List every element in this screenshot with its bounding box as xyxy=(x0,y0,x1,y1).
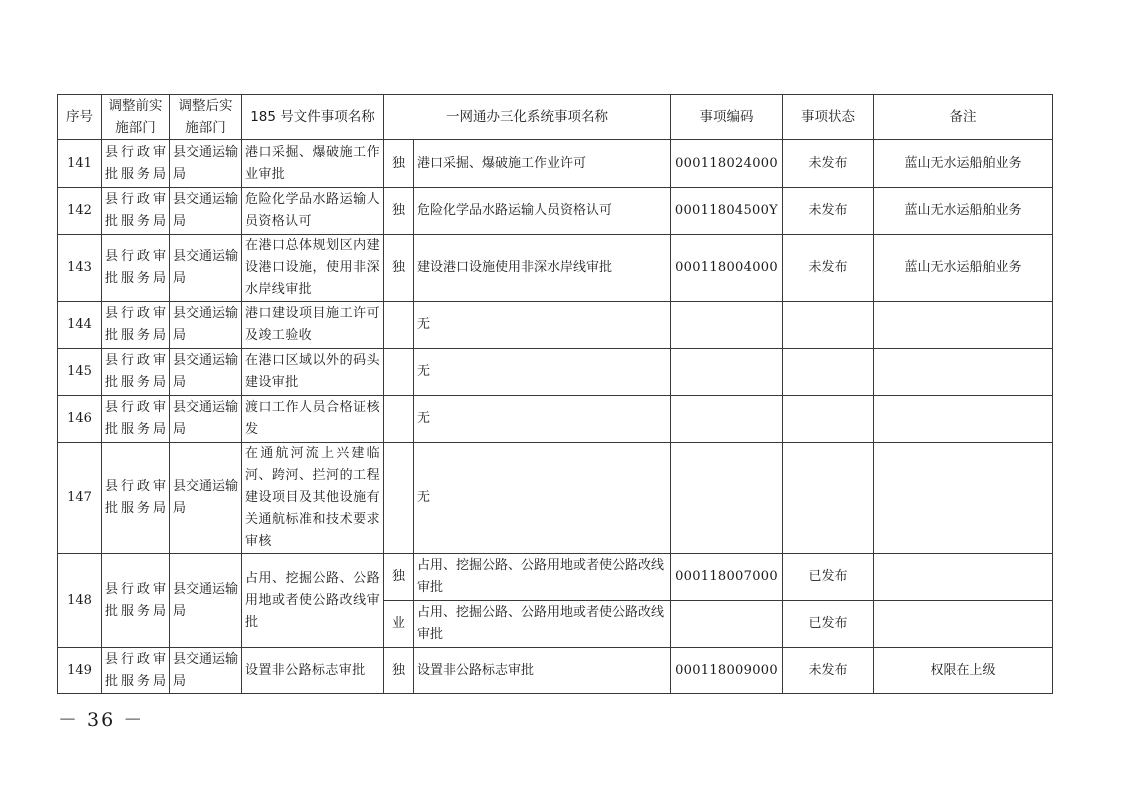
cell-status: 未发布 xyxy=(783,235,874,302)
cell-remark: 蓝山无水运船舶业务 xyxy=(874,235,1053,302)
cell-dept-before: 县行政审批服务局 xyxy=(102,140,170,188)
cell-remark xyxy=(874,554,1053,601)
cell-remark: 蓝山无水运船舶业务 xyxy=(874,188,1053,235)
header-status: 事项状态 xyxy=(783,95,874,140)
header-dept-after: 调整后实施部门 xyxy=(170,95,242,140)
cell-doc185-name: 渡口工作人员合格证核发 xyxy=(242,396,384,443)
cell-dept-after: 县交通运输局 xyxy=(170,188,242,235)
header-doc185-name: 185 号文件事项名称 xyxy=(242,95,384,140)
cell-remark: 权限在上级 xyxy=(874,648,1053,694)
cell-remark xyxy=(874,396,1053,443)
table-row xyxy=(58,302,1053,349)
cell-code xyxy=(671,349,783,396)
cell-doc185-name: 设置非公路标志审批 xyxy=(242,648,384,694)
cell-seq: 146 xyxy=(58,396,102,443)
header-dept-before: 调整前实施部门 xyxy=(102,95,170,140)
cell-mark: 独 xyxy=(384,235,414,302)
cell-status: 未发布 xyxy=(783,140,874,188)
cell-dept-before: 县行政审批服务局 xyxy=(102,396,170,443)
cell-dept-after: 县交通运输局 xyxy=(170,235,242,302)
cell-dept-after: 县交通运输局 xyxy=(170,443,242,554)
cell-mark xyxy=(384,302,414,349)
cell-mark: 独 xyxy=(384,648,414,694)
cell-doc185-name: 在港口总体规划区内建设港口设施，使用非深水岸线审批 xyxy=(242,235,384,302)
cell-mark xyxy=(384,443,414,554)
cell-system-name: 无 xyxy=(414,443,671,554)
cell-dept-after: 县交通运输局 xyxy=(170,302,242,349)
cell-seq: 145 xyxy=(58,349,102,396)
cell-mark xyxy=(384,396,414,443)
cell-system-name: 无 xyxy=(414,396,671,443)
cell-remark xyxy=(874,601,1053,648)
cell-dept-before: 县行政审批服务局 xyxy=(102,443,170,554)
cell-doc185-name: 在通航河流上兴建临河、跨河、拦河的工程建设项目及其他设施有关通航标准和技术要求审核 xyxy=(242,443,384,554)
cell-dept-before: 县行政审批服务局 xyxy=(102,349,170,396)
table-row xyxy=(58,140,1053,188)
cell-system-name: 建设港口设施使用非深水岸线审批 xyxy=(414,235,671,302)
cell-dept-before: 县行政审批服务局 xyxy=(102,302,170,349)
header-remark: 备注 xyxy=(874,95,1053,140)
cell-system-name: 无 xyxy=(414,302,671,349)
cell-status: 未发布 xyxy=(783,188,874,235)
header-system-name: 一网通办三化系统事项名称 xyxy=(384,95,671,140)
cell-remark xyxy=(874,443,1053,554)
header-code: 事项编码 xyxy=(671,95,783,140)
cell-doc185-name: 危险化学品水路运输人员资格认可 xyxy=(242,188,384,235)
cell-status xyxy=(783,443,874,554)
cell-code xyxy=(671,302,783,349)
cell-dept-after: 县交通运输局 xyxy=(170,349,242,396)
cell-status: 已发布 xyxy=(783,554,874,601)
table-row xyxy=(58,396,1053,443)
cell-status: 未发布 xyxy=(783,648,874,694)
cell-code xyxy=(671,601,783,648)
cell-doc185-name: 港口采掘、爆破施工作业审批 xyxy=(242,140,384,188)
cell-seq: 143 xyxy=(58,235,102,302)
cell-code: 000118004000 xyxy=(671,235,783,302)
cell-seq: 142 xyxy=(58,188,102,235)
table-row xyxy=(58,235,1053,302)
cell-system-name: 港口采掘、爆破施工作业许可 xyxy=(414,140,671,188)
cell-dept-after: 县交通运输局 xyxy=(170,648,242,694)
cell-code: 000118007000 xyxy=(671,554,783,601)
cell-dept-before: 县行政审批服务局 xyxy=(102,648,170,694)
header-row xyxy=(58,95,1053,140)
cell-mark xyxy=(384,349,414,396)
cell-status xyxy=(783,349,874,396)
cell-remark: 蓝山无水运船舶业务 xyxy=(874,140,1053,188)
cell-seq: 149 xyxy=(58,648,102,694)
cell-dept-before: 县行政审批服务局 xyxy=(102,235,170,302)
cell-mark: 独 xyxy=(384,188,414,235)
table-row xyxy=(58,648,1053,694)
cell-mark: 业 xyxy=(384,601,414,648)
cell-code xyxy=(671,443,783,554)
cell-mark: 独 xyxy=(384,140,414,188)
cell-dept-after: 县交通运输局 xyxy=(170,396,242,443)
cell-status: 已发布 xyxy=(783,601,874,648)
cell-doc185-name: 占用、挖掘公路、公路用地或者使公路改线审批 xyxy=(242,554,384,648)
page-number: － 36 － xyxy=(58,709,145,731)
cell-remark xyxy=(874,302,1053,349)
cell-system-name: 无 xyxy=(414,349,671,396)
cell-dept-before: 县行政审批服务局 xyxy=(102,554,170,648)
cell-doc185-name: 在港口区域以外的码头建设审批 xyxy=(242,349,384,396)
table-row xyxy=(58,443,1053,554)
cell-seq: 148 xyxy=(58,554,102,648)
cell-seq: 141 xyxy=(58,140,102,188)
cell-code: 000118024000 xyxy=(671,140,783,188)
table-row xyxy=(58,188,1053,235)
cell-system-name: 设置非公路标志审批 xyxy=(414,648,671,694)
cell-dept-after: 县交通运输局 xyxy=(170,140,242,188)
cell-system-name: 占用、挖掘公路、公路用地或者使公路改线审批 xyxy=(414,554,671,601)
table-row xyxy=(58,349,1053,396)
cell-seq: 147 xyxy=(58,443,102,554)
cell-status xyxy=(783,396,874,443)
cell-system-name: 危险化学品水路运输人员资格认可 xyxy=(414,188,671,235)
cell-dept-after: 县交通运输局 xyxy=(170,554,242,648)
cell-code: 000118009000 xyxy=(671,648,783,694)
cell-code xyxy=(671,396,783,443)
cell-remark xyxy=(874,349,1053,396)
cell-dept-before: 县行政审批服务局 xyxy=(102,188,170,235)
table-body xyxy=(58,140,1053,694)
cell-mark: 独 xyxy=(384,554,414,601)
cell-system-name: 占用、挖掘公路、公路用地或者使公路改线审批 xyxy=(414,601,671,648)
table-row xyxy=(58,554,1053,601)
cell-code: 00011804500Y xyxy=(671,188,783,235)
cell-seq: 144 xyxy=(58,302,102,349)
cell-status xyxy=(783,302,874,349)
cell-doc185-name: 港口建设项目施工许可及竣工验收 xyxy=(242,302,384,349)
items-table xyxy=(57,94,1053,694)
header-seq: 序号 xyxy=(58,95,102,140)
